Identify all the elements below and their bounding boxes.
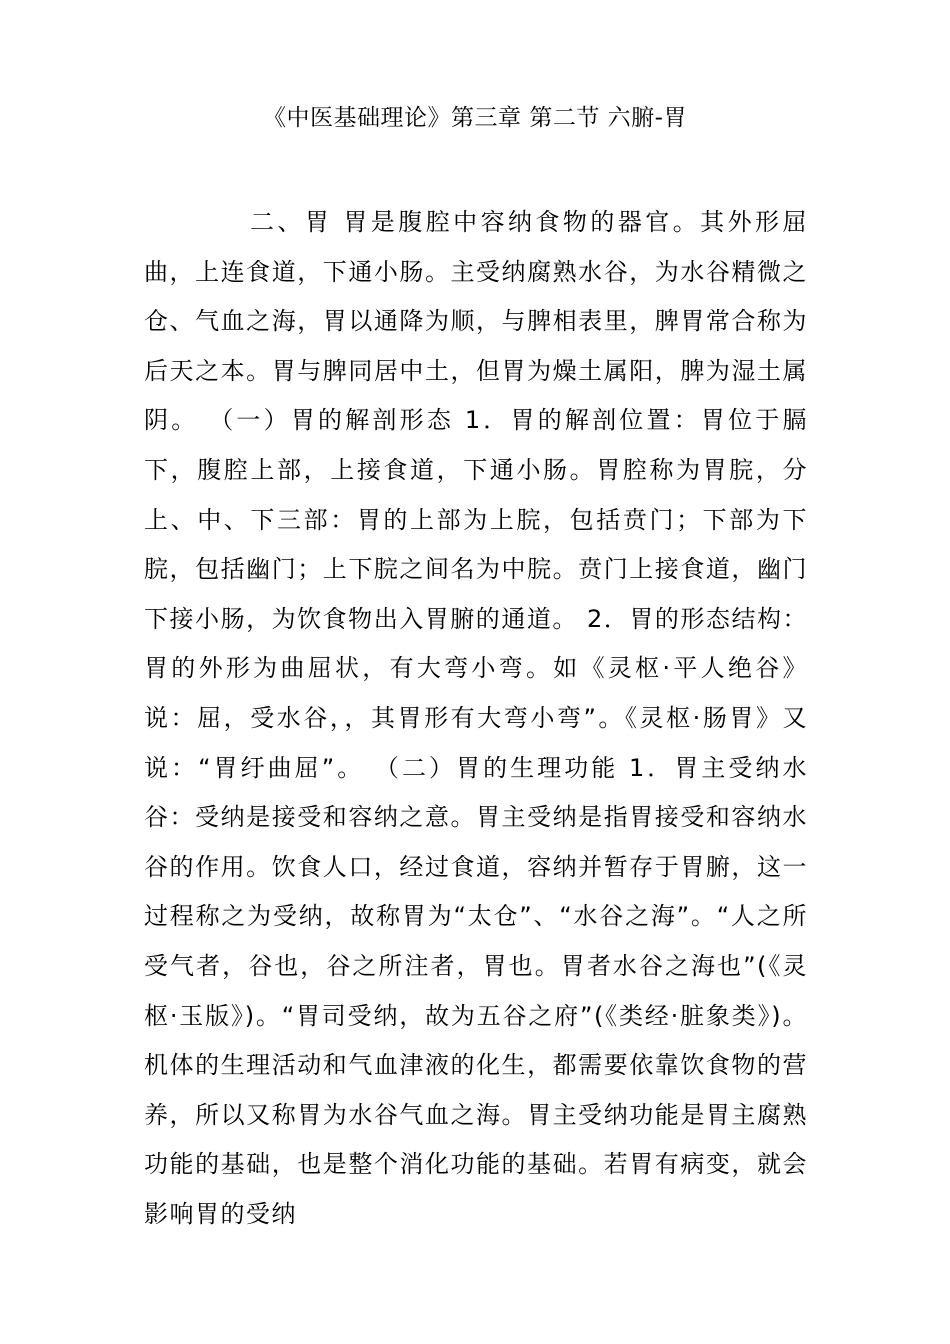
document-body bbox=[144, 198, 808, 1239]
body-text: 二、胃 胃是腹腔中容纳食物的器官。其外形屈曲，上连食道，下通小肠。主受纳腐熟水谷，为水谷精微之仓、气血之海，胃以通降为顺，与脾相表里，脾胃常合称为后天之本。胃与脾同居中土，但胃为燥土属阳，脾为湿土属阴。 （一）胃的解剖形态 1．胃的解剖位置：胃位于膈下，腹腔上部，上接食道，下通小肠。胃腔称为胃脘，分上、中、下三部：胃的上部为上脘，包括贲门；下部为下脘，包括幽门；上下脘之间名为中脘。贲门上接食道，幽门下接小肠，为饮食物出入胃腑的通道。 2．胃的形态结构：胃的外形为曲屈状，有大弯小弯。如《灵枢·平人绝谷》说：屈，受水谷，，其胃形有大弯小弯”。《灵枢·肠胃》又说：“胃纡曲屈”。 （二）胃的生理功能 1．胃主受纳水谷：受纳是接受和容纳之意。胃主受纳是指胃接受和容纳水谷的作用。饮食人口，经过食道，容纳并暂存于胃腑，这一过程称之为受纳，故称胃为“太仓”、“水谷之海”。“人之所受气者，谷也，谷之所注者，胃也。胃者水谷之海也”(《灵枢·玉版》)。“胃司受纳，故为五谷之府”(《类经·脏象类》)。机体的生理活动和气血津液的化生，都需要依靠饮食物的营养，所以又称胃为水谷气血之海。胃主受纳功能是胃主腐熟功能的基础，也是整个消化功能的基础。若胃有病变，就会影响胃的受纳 bbox=[144, 208, 808, 1228]
document-title: 《中医基础理论》第三章 第二节 六腑-胃 bbox=[263, 105, 687, 131]
